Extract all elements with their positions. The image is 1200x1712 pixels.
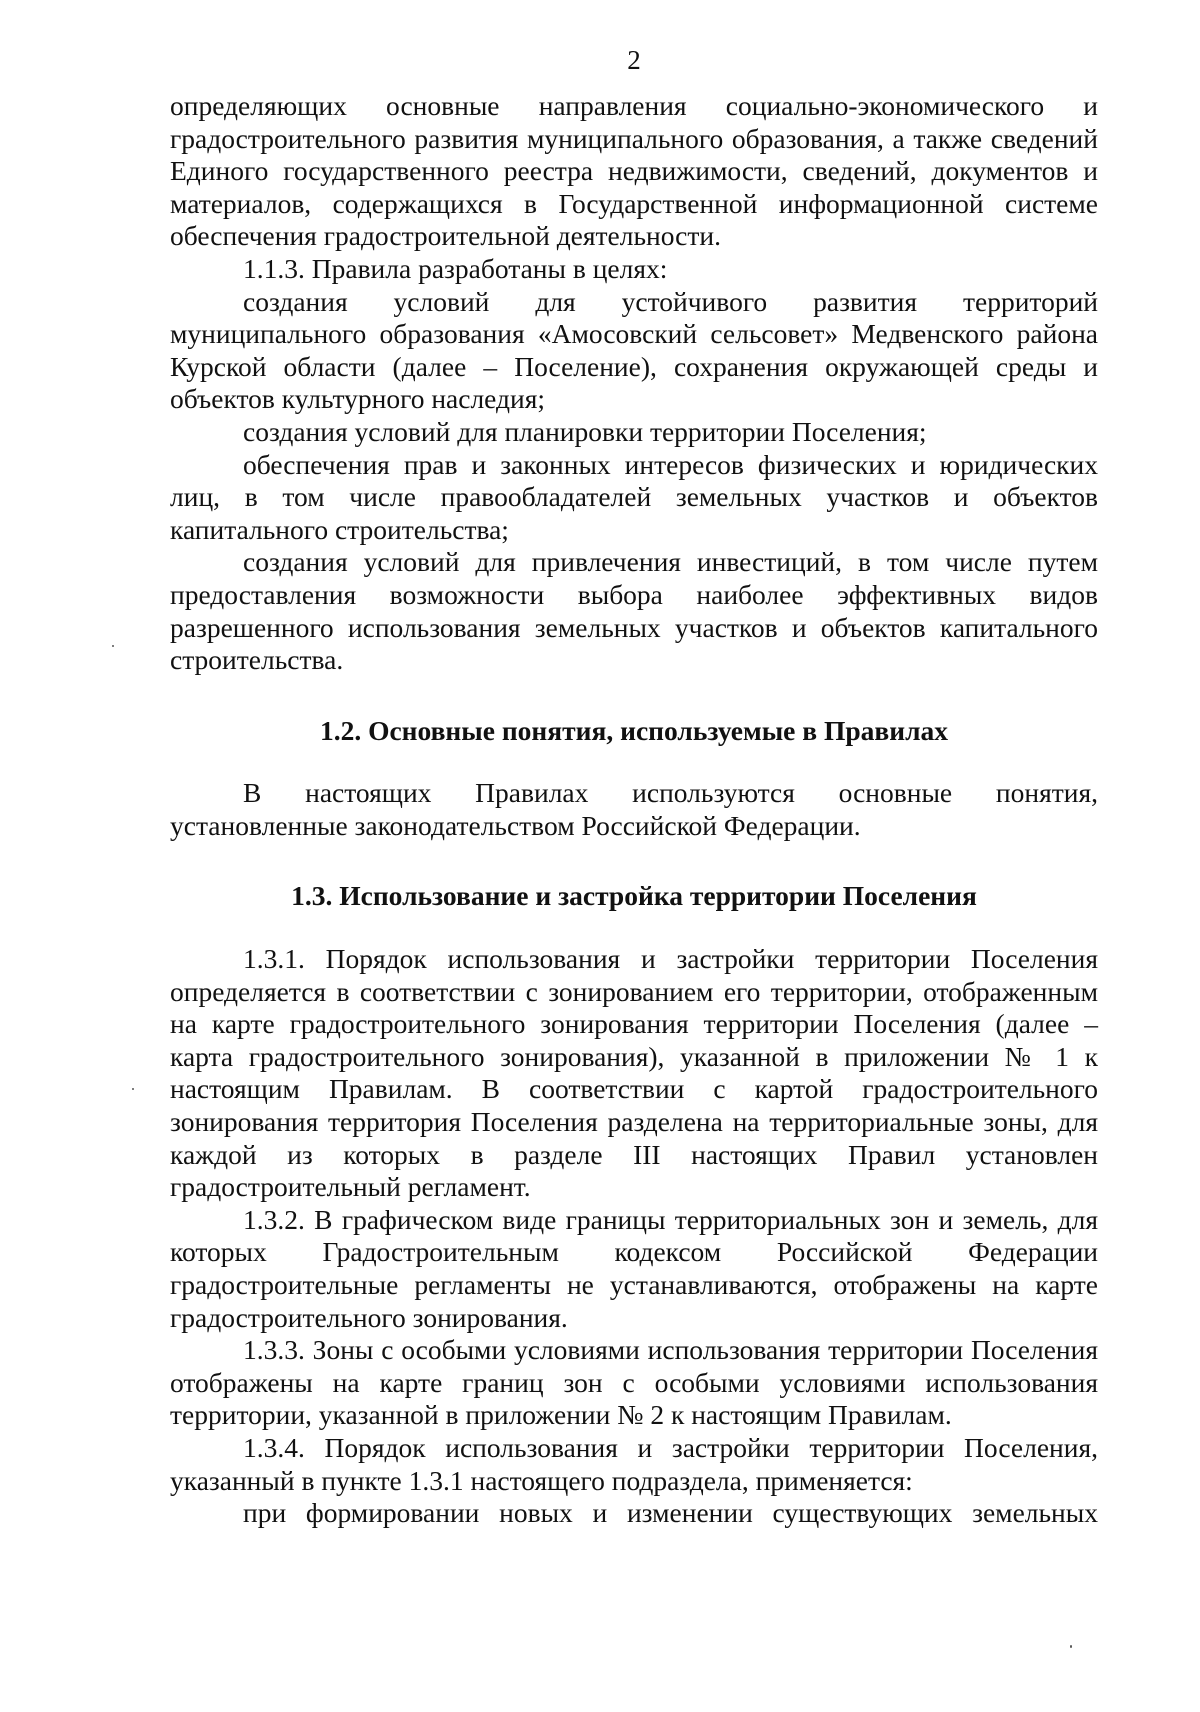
paragraph-1-2: В настоящих Правилах используются основные понятия, установленные законодательством Российской Федерации. bbox=[170, 777, 1098, 841]
page-number: 2 bbox=[627, 45, 641, 75]
paragraph-continuation: определяющих основные направления социально-экономического и градостроительного развития муниципального образования, а также сведений Единого государственного реестра недвижимости, сведений, документов и материалов, содержащихся в Государственной информационной системе обеспечения градостроительной деятельности. bbox=[170, 90, 1098, 252]
paragraph-cut-off-line: при формировании новых и изменении существующих земельных bbox=[243, 1497, 1098, 1529]
scan-speck bbox=[112, 645, 114, 647]
paragraph-1-1-3-d: создания условий для привлечения инвестиций, в том числе путем предоставления возможности выбора наиболее эффективных видов разрешенного использования земельных участков и объектов капитального строительства. bbox=[170, 546, 1098, 676]
scan-speck bbox=[132, 1088, 134, 1090]
scan-speck bbox=[1070, 1645, 1072, 1648]
paragraph-1-3-1: 1.3.1. Порядок использования и застройки территории Поселения определяется в соответствии с зонированием его территории, отображенным на карте градостроительного зонирования территории Поселения (далее – карта градостроительного зонирования), указанной в приложении № 1 к настоящим Правилам. В соответствии с картой градостроительного зонирования территория Поселения разделена на территориальные зоны, для каждой из которых в разделе III настоящих Правил установлен градостроительный регламент. bbox=[170, 943, 1098, 1203]
paragraph-1-1-3-c: обеспечения прав и законных интересов физических и юридических лиц, в том числе правообладателей земельных участков и объектов капитального строительства; bbox=[170, 448, 1098, 545]
heading-1-3: 1.3. Использование и застройка территории Поселения bbox=[291, 880, 977, 912]
paragraph-1-3-2: 1.3.2. В графическом виде границы территориальных зон и земель, для которых Градостроительным кодексом Российской Федерации градостроительные регламенты не устанавливаются, отображены на карте градостроительного зонирования. bbox=[170, 1203, 1098, 1333]
paragraph-1-3-3: 1.3.3. Зоны с особыми условиями использования территории Поселения отображены на карте границ зон с особыми условиями использования территории, указанной в приложении № 2 к настоящим Правилам. bbox=[170, 1334, 1098, 1431]
paragraph-1-3-4: 1.3.4. Порядок использования и застройки территории Поселения, указанный в пункте 1.3.1 настоящего подраздела, применяется: bbox=[170, 1431, 1098, 1496]
paragraph-1-1-3: 1.1.3. Правила разработаны в целях: bbox=[243, 252, 668, 284]
paragraph-1-1-3-b: создания условий для планировки территории Поселения; bbox=[243, 415, 927, 447]
paragraph-1-1-3-a: создания условий для устойчивого развития территорий муниципального образования «Амосовский сельсовет» Медвенского района Курской области (далее – Поселение), сохранения окружающей среды и объектов культурного наследия; bbox=[170, 285, 1098, 415]
heading-1-2: 1.2. Основные понятия, используемые в Правилах bbox=[319, 714, 949, 746]
